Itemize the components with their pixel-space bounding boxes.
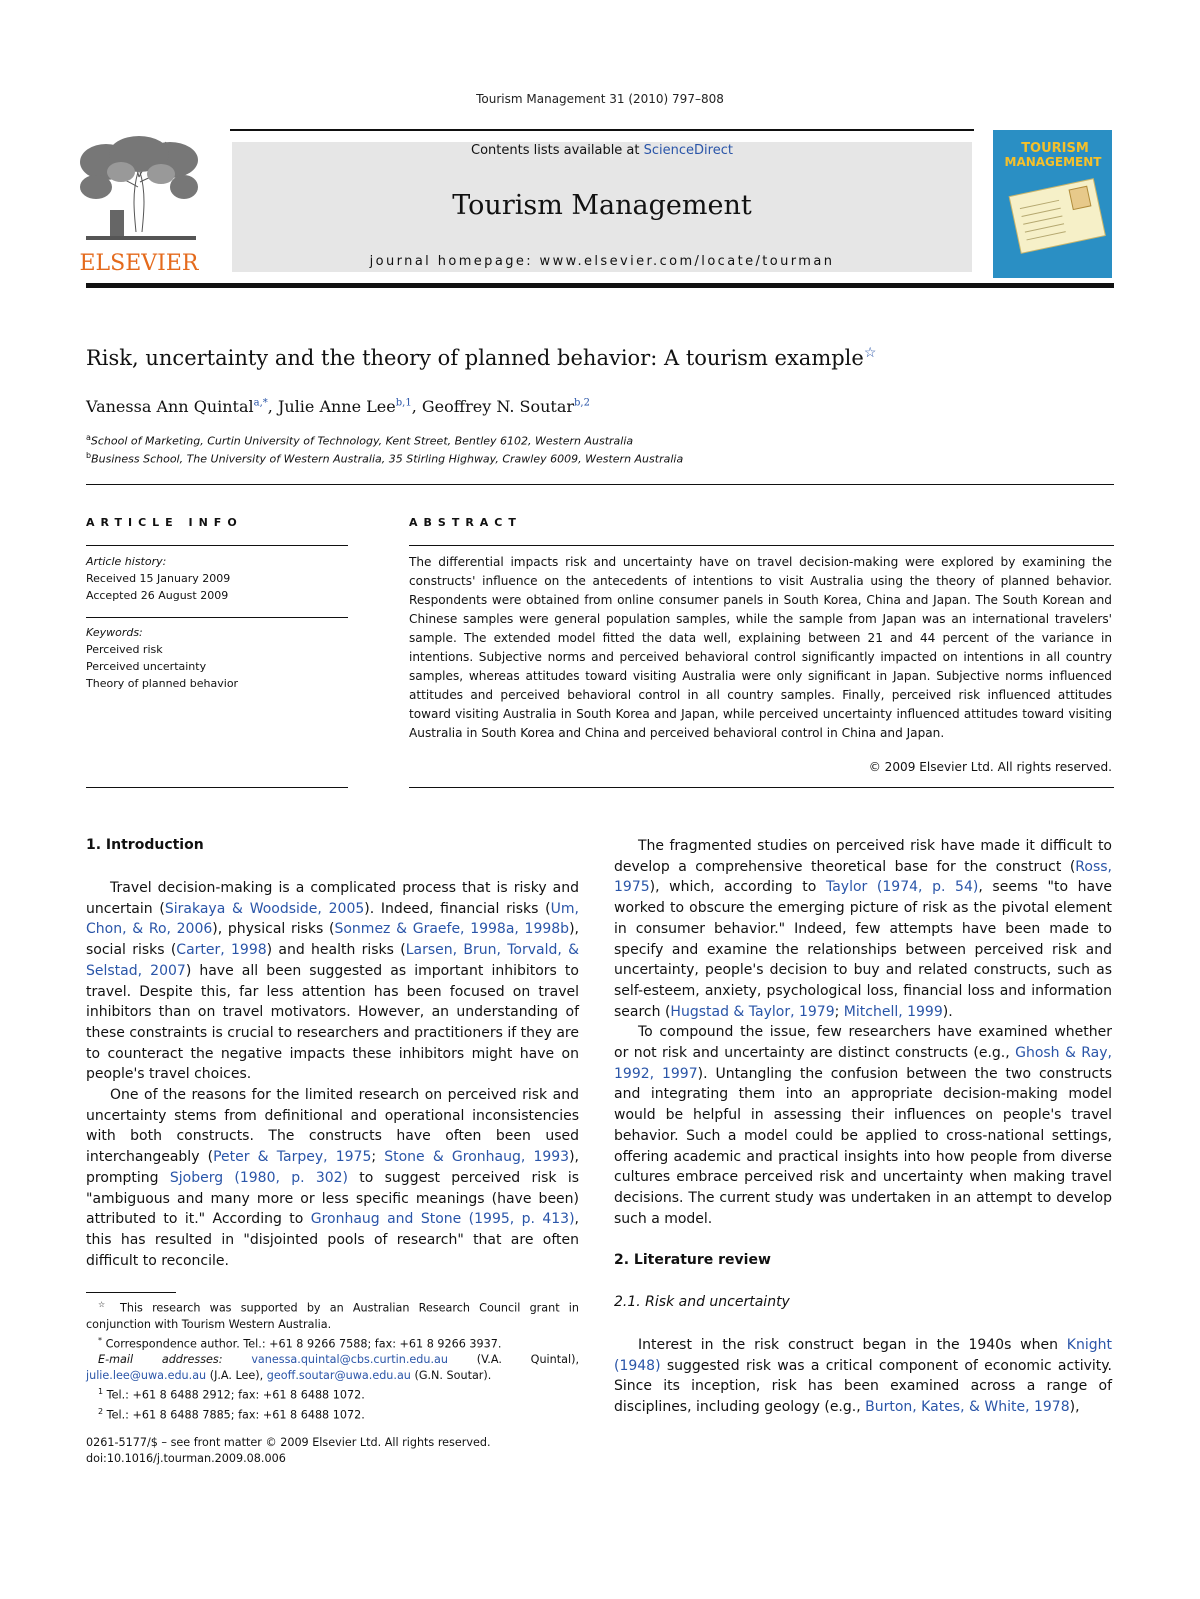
citation-link[interactable]: Mitchell, 1999 bbox=[843, 1003, 943, 1020]
article-info-heading: ARTICLE INFO bbox=[86, 516, 243, 529]
citation-link[interactable]: Carter, 1998 bbox=[176, 942, 267, 959]
paragraph-text: ). Indeed, financial risks ( bbox=[364, 900, 551, 917]
citation-link[interactable]: Sjoberg (1980, p. 302) bbox=[169, 1169, 349, 1186]
cover-title-line2: MANAGEMENT bbox=[1004, 155, 1102, 169]
author-sep: , bbox=[267, 397, 278, 416]
paragraph bbox=[86, 878, 579, 1085]
journal-citation: Tourism Management 31 (2010) 797–808 bbox=[476, 92, 724, 106]
paragraph-text: , seems "to have worked to obscure the emerging picture of risk as the pivotal element in consumer behavior." Indeed, few attempts have been made to specify and examine the relationships between perceived risk and uncertainty, people's decision to buy and related constructs, such as self-esteem, anxiety, psychological loss, financial loss and information search ( bbox=[614, 879, 1112, 1020]
citation-link[interactable]: Ross, 1975 bbox=[614, 858, 1112, 896]
left-column-text bbox=[86, 878, 579, 1271]
citation-link[interactable]: Ghosh & Ray, 1992, 1997 bbox=[614, 1045, 1112, 1082]
citation-link[interactable]: Taylor (1974, p. 54) bbox=[825, 879, 979, 896]
footnote-1 bbox=[86, 1384, 579, 1404]
article-title-text: Risk, uncertainty and the theory of planned behavior: A tourism example bbox=[86, 346, 864, 370]
author-name: Vanessa Ann Quintal bbox=[86, 397, 254, 416]
journal-name: Tourism Management bbox=[452, 190, 752, 221]
affiliation-label: b bbox=[86, 451, 92, 460]
article-title bbox=[86, 345, 876, 370]
elsevier-logo bbox=[66, 132, 212, 278]
paragraph-text: ). Untangling the confusion between the two constructs and integrating them into an appropriate decision-making model would be helpful in assessing their influences on people's travel behavior. Such a model could be applied to cross-national settings, offering academic and practical insights into how people from diverse cultures embrace perceived risk and uncertainty when making travel decisions. The current study was undertaken in an attempt to develop such a model. bbox=[614, 1065, 1112, 1227]
journal-cover-thumbnail bbox=[993, 130, 1112, 278]
footnote-mark: 2 bbox=[98, 1407, 104, 1417]
author-name: Geoffrey N. Soutar bbox=[421, 397, 575, 416]
paragraph-text: , this has resulted in "disjointed pools of research" that are often difficult to reconcile. bbox=[86, 1211, 579, 1269]
email-label: E-mail addresses: bbox=[98, 1353, 223, 1367]
citation-link[interactable]: Burton, Kates, & White, 1978 bbox=[865, 1399, 1070, 1416]
abstract-text: The differential impacts risk and uncertainty have on travel decision-making were explored by examining the constructs' influence on the antecedents of intentions to visit Australia using the theory of planned behavior. Respondents were obtained from online consumer panels in South Korea, China and Japan. The South Korean and Chinese samples were general population samples, while the sample from Japan was an international travelers' sample. The extended model fitted the data well, explaining between 21 and 44 percent of the variance in intentions. Subjective norms and perceived behavioral control significantly impacted on intentions in all country samples, whereas attitudes toward visiting Australia were only significant in Japan. Subjective norms influenced attitudes and perceived behavioral control in all country samples. Finally, perceived risk influenced attitudes toward visiting Australia in South Korea and Japan, while perceived uncertainty influenced attitudes toward visiting Australia in South Korea and China and perceived behavioral control in China and Japan. bbox=[409, 555, 1112, 740]
footnote-mark: * bbox=[98, 1335, 102, 1345]
email-owner: (J.A. Lee), bbox=[206, 1369, 267, 1383]
email-owner: (G.N. Soutar). bbox=[410, 1369, 492, 1383]
right-column-text bbox=[614, 836, 1112, 1229]
cover-title-line1: TOURISM bbox=[1021, 141, 1089, 156]
header-bottom-rule bbox=[86, 283, 1114, 288]
subsection-heading-risk-uncertainty: 2.1. Risk and uncertainty bbox=[614, 1294, 790, 1310]
affiliation-a bbox=[86, 433, 633, 448]
email-link[interactable]: geoff.soutar@uwa.edu.au bbox=[266, 1369, 411, 1383]
doi-line[interactable]: doi:10.1016/j.tourman.2009.08.006 bbox=[86, 1452, 286, 1465]
paragraph-text: ) have all been suggested as important inhibitors to travel. Despite this, far less attention has been focused on travel inhibitors than on travel motivators. However, an understanding of these constraints is crucial to researchers and practitioners if they are to counteract the negative impacts these inhibitors might have on people's travel choices. bbox=[86, 962, 579, 1083]
section-heading-introduction: 1. Introduction bbox=[86, 837, 204, 853]
citation-link[interactable]: Knight (1948) bbox=[614, 1337, 1112, 1374]
footnote-text: Correspondence author. Tel.: +61 8 9266 7588; fax: +61 8 9266 3937. bbox=[105, 1337, 502, 1351]
affiliation-label: a bbox=[86, 433, 91, 442]
author-sup[interactable]: a,* bbox=[253, 397, 268, 409]
citation-link[interactable]: Peter & Tarpey, 1975 bbox=[213, 1149, 372, 1166]
contents-prefix: Contents lists available at bbox=[471, 143, 644, 158]
affiliation-text: Business School, The University of Western Australia, 35 Stirling Highway, Crawley 6009, Western Australia bbox=[91, 452, 684, 466]
paragraph-text: ; bbox=[371, 1149, 385, 1166]
footnote-mark: ☆ bbox=[98, 1300, 111, 1309]
sciencedirect-link[interactable]: ScienceDirect bbox=[643, 143, 733, 158]
footnote-emails bbox=[86, 1352, 579, 1384]
footnote-text: This research was supported by an Australian Research Council grant in conjunction with Tourism Western Australia. bbox=[86, 1301, 579, 1331]
paragraph-text: ). bbox=[942, 1003, 953, 1020]
paragraph bbox=[86, 1085, 579, 1271]
citation-link[interactable]: Um, Chon, & Ro, 2006 bbox=[86, 900, 579, 938]
divider bbox=[86, 545, 348, 546]
paragraph-text: ), bbox=[1069, 1399, 1080, 1416]
keywords-label: Keywords: bbox=[86, 626, 143, 639]
paragraph-text: to suggest perceived risk is "ambiguous and many more or less specific meanings (have been) attributed to it." According to bbox=[86, 1169, 579, 1228]
author-list bbox=[86, 397, 590, 416]
citation-link[interactable]: Sonmez & Graefe, 1998a, 1998b bbox=[334, 921, 570, 938]
article-history bbox=[86, 553, 230, 604]
section-heading-literature-review: 2. Literature review bbox=[614, 1252, 771, 1268]
footnote-funding bbox=[86, 1297, 579, 1333]
paragraph-text: One of the reasons for the limited research on perceived risk and uncertainty stems from definitional and operational inconsistencies with both constructs. The constructs have often been used interchangeably ( bbox=[86, 1087, 579, 1166]
paragraph-text: ) and health risks ( bbox=[266, 942, 406, 959]
keyword-item: Perceived uncertainty bbox=[86, 660, 207, 673]
received-date: Received 15 January 2009 bbox=[86, 572, 231, 585]
title-footnote-star[interactable]: ☆ bbox=[863, 345, 877, 361]
footnote-divider bbox=[86, 1292, 176, 1293]
paragraph-text: ), prompting bbox=[86, 1149, 579, 1186]
paragraph-text: The fragmented studies on perceived risk have made it difficult to develop a comprehensive theoretical base for the construct ( bbox=[614, 838, 1112, 875]
footnote-text: Tel.: +61 8 6488 7885; fax: +61 8 6488 1072. bbox=[106, 1408, 365, 1422]
paragraph bbox=[614, 1335, 1112, 1418]
author-name: Julie Anne Lee bbox=[277, 397, 396, 416]
contents-line bbox=[232, 143, 972, 158]
affiliation-text: School of Marketing, Curtin University of Technology, Kent Street, Bentley 6102, Western Australia bbox=[90, 434, 634, 448]
keyword-item: Theory of planned behavior bbox=[86, 677, 239, 690]
citation-link[interactable]: Hugstad & Taylor, 1979 bbox=[670, 1003, 835, 1020]
right-column-text-2 bbox=[614, 1335, 1112, 1418]
email-link[interactable]: julie.lee@uwa.edu.au bbox=[86, 1369, 207, 1383]
divider bbox=[409, 787, 1114, 788]
footnote-correspondence bbox=[86, 1333, 579, 1353]
divider bbox=[409, 545, 1114, 546]
footnotes bbox=[86, 1297, 579, 1424]
abstract-copyright: © 2009 Elsevier Ltd. All rights reserved. bbox=[868, 760, 1112, 774]
footnote-2 bbox=[86, 1404, 579, 1424]
divider bbox=[86, 484, 1114, 485]
footnote-mark: 1 bbox=[98, 1387, 104, 1397]
email-owner: (V.A. Quintal), bbox=[447, 1353, 580, 1367]
author-sep: , bbox=[411, 397, 422, 416]
paragraph-text: ), physical risks ( bbox=[212, 921, 335, 938]
paragraph bbox=[614, 836, 1112, 1022]
author-sup[interactable]: b,2 bbox=[574, 397, 590, 409]
citation-link[interactable]: Stone & Gronhaug, 1993 bbox=[384, 1149, 570, 1166]
affiliation-b bbox=[86, 451, 683, 466]
paragraph-text: Interest in the risk construct began in the 1940s when bbox=[638, 1337, 1067, 1353]
author-sup[interactable]: b,1 bbox=[395, 397, 412, 409]
citation-link[interactable]: Gronhaug and Stone (1995, p. 413) bbox=[310, 1211, 575, 1228]
paragraph-text: ), social risks ( bbox=[86, 921, 579, 959]
divider bbox=[86, 617, 348, 618]
email-link[interactable]: vanessa.quintal@cbs.curtin.edu.au bbox=[251, 1353, 448, 1367]
footnote-text: Tel.: +61 8 6488 2912; fax: +61 8 6488 1072. bbox=[106, 1389, 365, 1403]
paragraph-text: ; bbox=[834, 1003, 844, 1020]
elsevier-wordmark: ELSEVIER bbox=[79, 251, 199, 276]
citation-link[interactable]: Sirakaya & Woodside, 2005 bbox=[164, 900, 365, 917]
paragraph-text: suggested risk was a critical component of economic activity. Since its inception, risk has been examined across a range of disciplines, including geology (e.g., bbox=[614, 1357, 1112, 1416]
paragraph bbox=[614, 1022, 1112, 1229]
paragraph-text: ), which, according to bbox=[649, 879, 826, 896]
keyword-item: Perceived risk bbox=[86, 643, 163, 656]
issn-line: 0261-5177/$ – see front matter © 2009 Elsevier Ltd. All rights reserved. bbox=[86, 1436, 491, 1449]
journal-homepage[interactable]: journal homepage: www.elsevier.com/locate/tourman bbox=[369, 254, 835, 269]
history-label: Article history: bbox=[86, 555, 167, 568]
abstract-heading: ABSTRACT bbox=[409, 516, 522, 529]
accepted-date: Accepted 26 August 2009 bbox=[86, 589, 229, 602]
header-top-rule bbox=[230, 129, 974, 131]
divider bbox=[86, 787, 348, 788]
paragraph-text: Travel decision-making is a complicated process that is risky and uncertain ( bbox=[86, 880, 579, 917]
paragraph-text: To compound the issue, few researchers have examined whether or not risk and uncertainty are distinct constructs (e.g., bbox=[614, 1024, 1112, 1062]
keywords-block bbox=[86, 624, 238, 692]
citation-link[interactable]: Larsen, Brun, Torvald, & Selstad, 2007 bbox=[86, 942, 580, 979]
